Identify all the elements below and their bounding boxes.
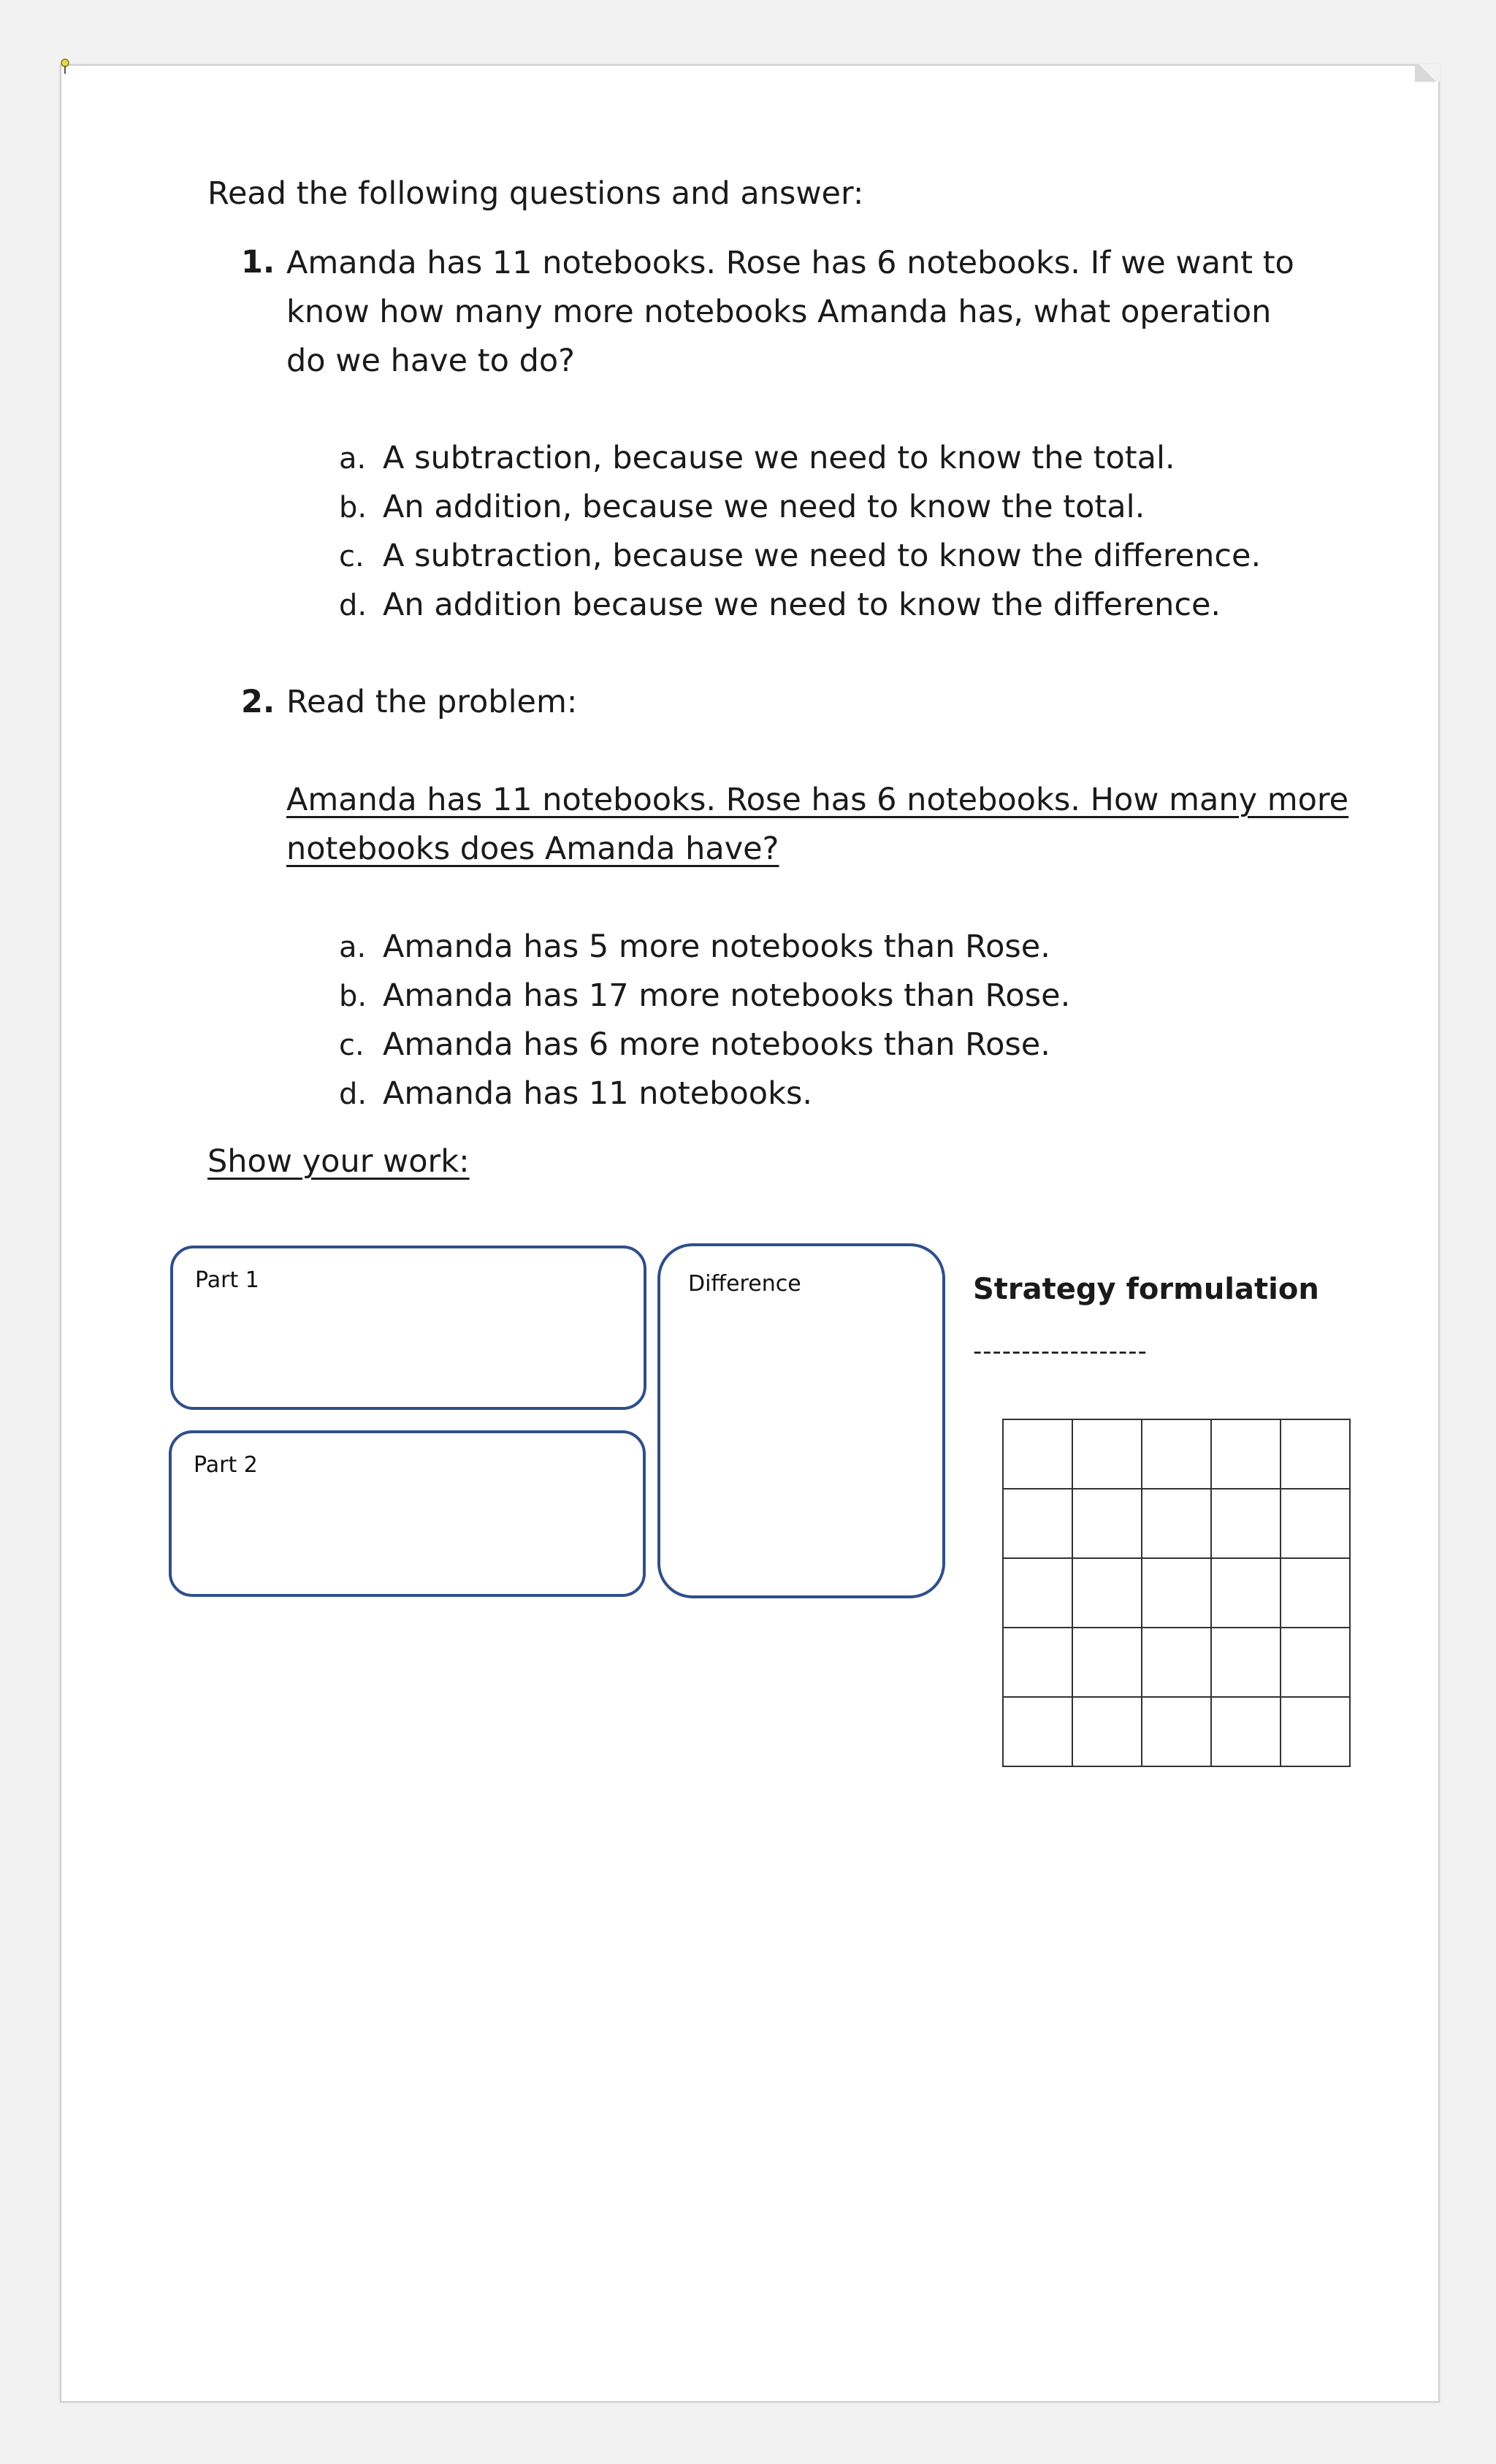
pin-icon [60,58,70,75]
question-1-number: 1. [241,244,275,281]
grid-cell[interactable] [1003,1489,1072,1558]
grid-cell[interactable] [1281,1697,1350,1766]
strategy-answer-line: ------------------ [973,1337,1148,1366]
grid-cell[interactable] [1003,1419,1072,1489]
grid-cell[interactable] [1281,1628,1350,1697]
q1-option-b-text[interactable]: An addition, because we need to know the total. [383,489,1145,525]
question-2-text: Read the problem: [286,684,578,720]
grid-cell[interactable] [1072,1558,1142,1628]
q2-option-c-letter: c. [339,1029,365,1062]
grid-cell[interactable] [1142,1558,1211,1628]
grid-cell[interactable] [1003,1558,1072,1628]
page-corner-fold [1415,64,1440,82]
grid-cell[interactable] [1003,1628,1072,1697]
q1-option-a-letter: a. [339,442,367,476]
q1-option-d-letter: d. [339,589,367,622]
q2-option-b-text[interactable]: Amanda has 17 more notebooks than Rose. [383,977,1071,1014]
grid-cell[interactable] [1142,1628,1211,1697]
part-1-label: Part 1 [195,1267,259,1293]
q1-option-a-text[interactable]: A subtraction, because we need to know the total. [383,440,1175,476]
grid-cell[interactable] [1142,1419,1211,1489]
grid-cell[interactable] [1211,1628,1281,1697]
difference-label: Difference [688,1271,801,1297]
show-work-heading: Show your work: [207,1143,470,1180]
worksheet-page [60,64,1440,2403]
grid-cell[interactable] [1072,1697,1142,1766]
grid-cell[interactable] [1142,1697,1211,1766]
grid-cell[interactable] [1003,1697,1072,1766]
problem-line-2: notebooks does Amanda have? [286,831,779,867]
grid-cell[interactable] [1281,1419,1350,1489]
strategy-grid [1002,1419,1351,1767]
part-2-label: Part 2 [194,1452,258,1478]
grid-cell[interactable] [1072,1419,1142,1489]
q2-option-c-text[interactable]: Amanda has 6 more notebooks than Rose. [383,1026,1050,1063]
grid-cell[interactable] [1072,1489,1142,1558]
q1-option-c-text[interactable]: A subtraction, because we need to know the difference. [383,538,1262,574]
grid-cell[interactable] [1211,1489,1281,1558]
q2-option-a-letter: a. [339,931,367,964]
q2-option-b-letter: b. [339,980,367,1013]
q1-option-d-text[interactable]: An addition because we need to know the difference. [383,587,1221,623]
q2-option-d-text[interactable]: Amanda has 11 notebooks. [383,1075,813,1112]
grid-cell[interactable] [1281,1489,1350,1558]
part-2-box[interactable] [169,1430,646,1597]
q2-option-d-letter: d. [339,1077,367,1111]
grid-cell[interactable] [1072,1628,1142,1697]
grid-cell[interactable] [1142,1489,1211,1558]
part-1-box[interactable] [170,1246,646,1410]
grid-cell[interactable] [1211,1558,1281,1628]
strategy-title: Strategy formulation [973,1273,1319,1306]
question-1-text: Amanda has 11 notebooks. Rose has 6 notebooks. If we want to know how many more notebooks Amanda has, what operation do we have to do? [286,245,1294,379]
problem-line-1: Amanda has 11 notebooks. Rose has 6 notebooks. How many more [286,782,1349,818]
grid-cell[interactable] [1281,1558,1350,1628]
instructions-text: Read the following questions and answer: [207,175,864,212]
grid-cell[interactable] [1211,1419,1281,1489]
q1-option-c-letter: c. [339,540,365,573]
question-2-number: 2. [241,684,275,720]
q1-option-b-letter: b. [339,491,367,525]
grid-cell[interactable] [1211,1697,1281,1766]
q2-option-a-text[interactable]: Amanda has 5 more notebooks than Rose. [383,928,1050,965]
difference-box[interactable] [657,1243,945,1598]
